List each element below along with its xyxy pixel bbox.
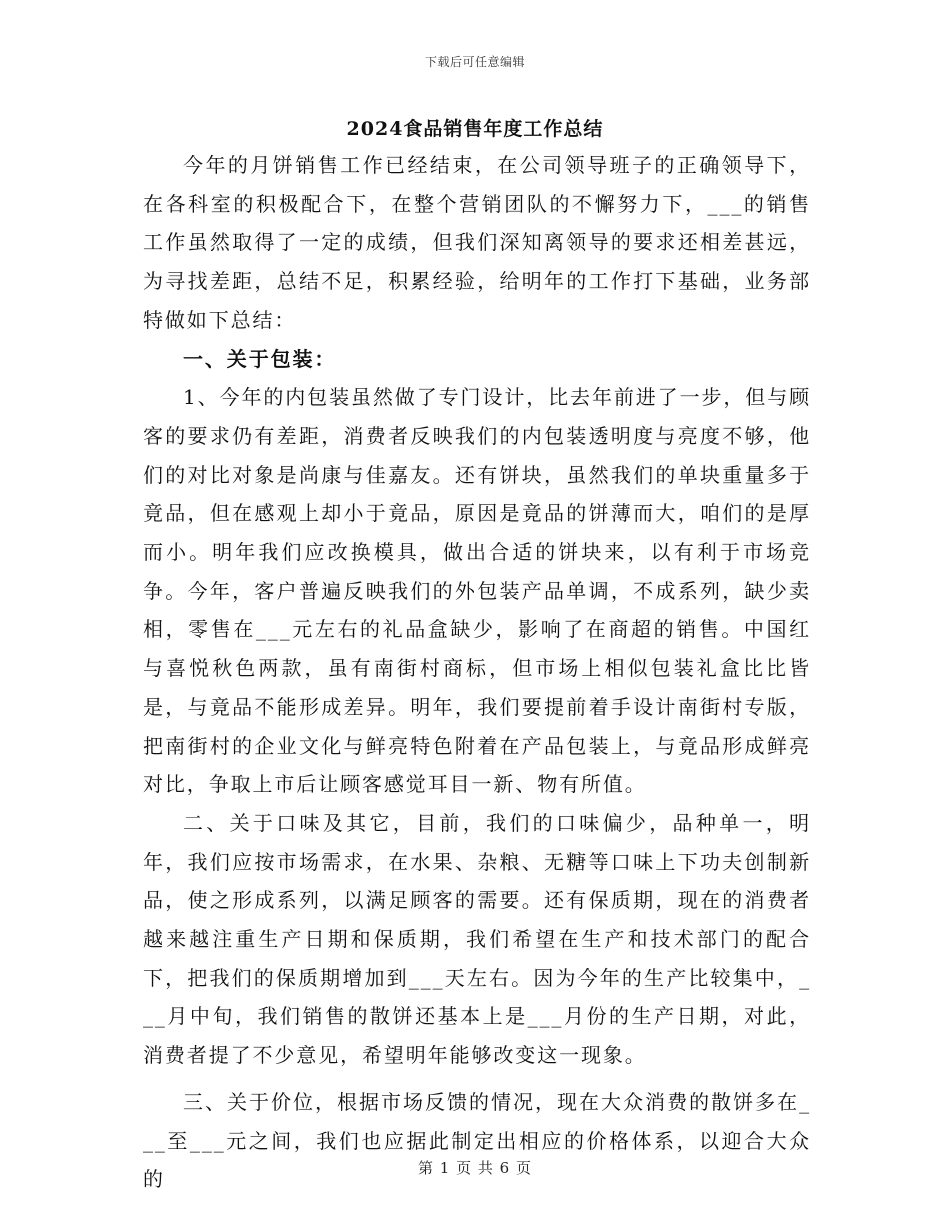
intro-paragraph: 今年的月饼销售工作已经结束，在公司领导班子的正确领导下，在各科室的积极配合下，在整个营销团队的不懈努力下，___的销售工作虽然取得了一定的成绩，但我们深知离领导的要求还相差甚远，为寻找差距，总结不足，积累经验，给明年的工作打下基础，业务部特做如下总结：: [143, 153, 811, 332]
document-body: [143, 146, 811, 1199]
flavor-paragraph: 二、关于口味及其它，目前，我们的口味偏少，品种单一，明年，我们应按市场需求，在水果、杂粮、无糖等口味上下功夫创制新品，使之形成系列，以满足顾客的需要。还有保质期，现在的消费者越来越注重生产日期和保质期，我们希望在生产和技术部门的配合下，把我们的保质期增加到___天左右。因为今年的生产比较集中，___月中旬，我们销售的散饼还基本上是___月份的生产日期，对此，消费者提了不少意见，希望明年能够改变这一现象。: [143, 810, 811, 1068]
header-note: 下载后可任意编辑: [424, 55, 525, 69]
price-paragraph: 三、关于价位，根据市场反馈的情况，现在大众消费的散饼多在___至___元之间，我们也应据此制定出相应的价格体系，以迎合大众的: [143, 1089, 811, 1192]
packaging-paragraph: 1、今年的内包装虽然做了专门设计，比去年前进了一步，但与顾客的要求仍有差距，消费者反映我们的内包装透明度与亮度不够，他们的对比对象是尚康与佳嘉友。还有饼块，虽然我们的单块重量多于竟品，但在感观上却小于竟品，原因是竟品的饼薄而大，咱们的是厚而小。明年我们应改换模具，做出合适的饼块来，以有利于市场竞争。今年，客户普遍反映我们的外包装产品单调，不成系列，缺少卖相，零售在___元左右的礼品盒缺少，影响了在商超的销售。中国红与喜悦秋色两款，虽有南街村商标，但市场上相似包装礼盒比比皆是，与竟品不能形成差异。明年，我们要提前着手设计南街村专版，把南街村的企业文化与鲜亮特色附着在产品包装上，与竟品形成鲜亮对比，争取上市后让顾客感觉耳目一新、物有所值。: [143, 385, 811, 797]
page-number-footer: 第 1 页 共 6 页: [418, 1159, 532, 1177]
section-heading-packaging: 一、关于包装：: [183, 346, 337, 371]
document-title: 2024食品销售年度工作总结: [346, 118, 604, 140]
